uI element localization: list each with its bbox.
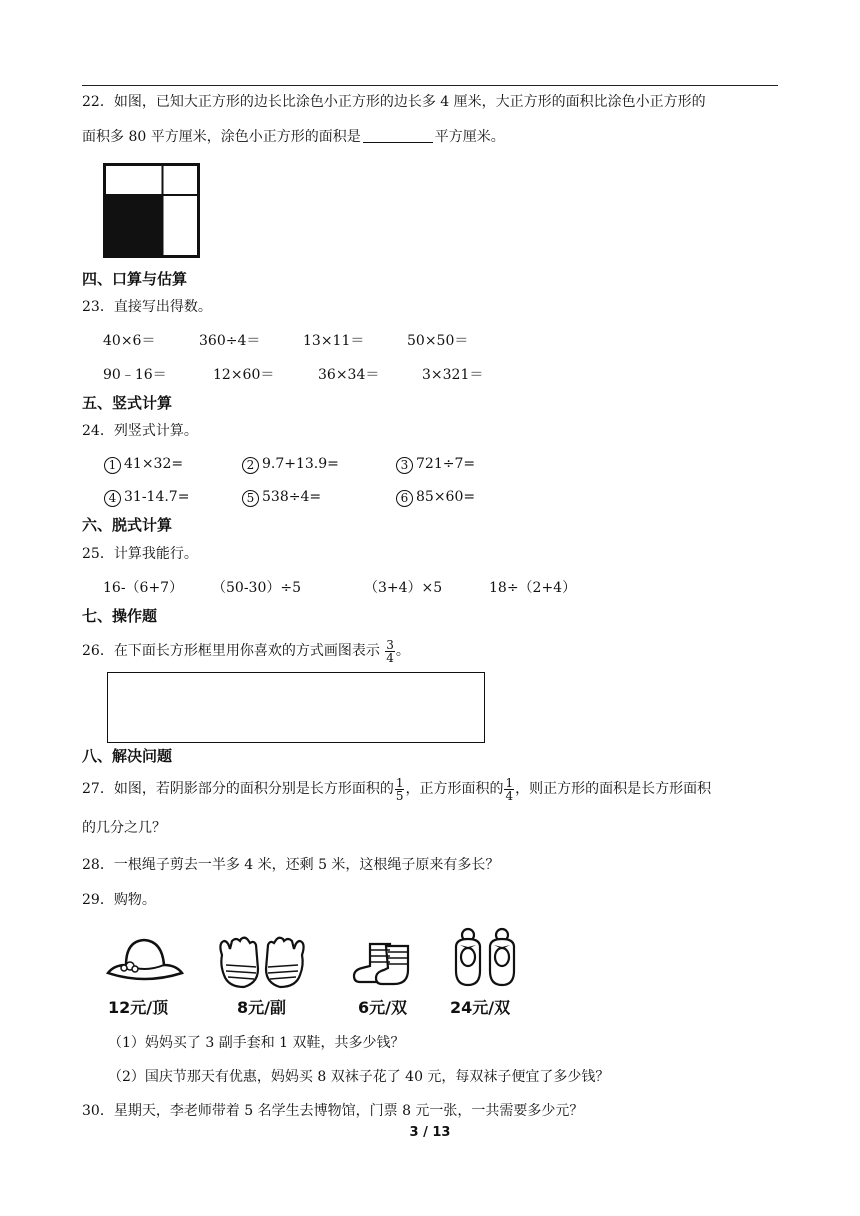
q22-line2: [82, 127, 505, 147]
answer-blank: [363, 128, 433, 143]
q24-item: [242, 487, 321, 507]
q23-item: 50×50＝: [407, 333, 469, 349]
circled-number: 6: [396, 490, 413, 507]
q23-item: 36×34＝: [318, 367, 380, 383]
circled-number: 2: [242, 457, 259, 474]
q29-sub2: （2）国庆节那天有优惠，妈妈买 8 双袜子花了 40 元，每双袜子便宜了多少钱？: [108, 1069, 610, 1085]
q24-expr: 41×32=: [124, 456, 184, 472]
q27-line2: 的几分之几？: [82, 820, 166, 836]
q26-text: 26．在下面长方形框里用你喜欢的方式画图表示 $\frac{3}{4}$ 。: [82, 637, 410, 665]
top-rule: [82, 85, 778, 86]
section-title-5: 五、竖式计算: [82, 394, 173, 412]
q26-prompt: 26．在下面长方形框里用你喜欢的方式画图表示: [82, 643, 380, 659]
q24-expr: 31-14.7=: [124, 489, 190, 505]
drawing-rectangle[interactable]: [107, 672, 485, 743]
hat-icon: [104, 935, 186, 985]
shaded-square: [105, 195, 163, 257]
q22-line2-end: 平方厘米。: [434, 129, 505, 145]
socks-icon: [352, 940, 414, 986]
circled-number: 5: [242, 490, 259, 507]
q27-line1: 27．如图，若阴影部分的面积分别是长方形面积的 $\frac{1}{5}$ ，正方形面积的 $\frac{1}{4}$ ，则正方形的面积是长方形面积: [82, 775, 712, 803]
q23-item: 40×6＝: [103, 333, 156, 349]
circled-number: 1: [104, 457, 121, 474]
q25-title: 25．计算我能行。: [82, 546, 198, 562]
circled-number: 4: [104, 490, 121, 507]
q24-item: [396, 454, 475, 474]
q24-expr: 9.7+13.9=: [262, 456, 339, 472]
q24-expr: 538÷4=: [262, 489, 322, 505]
shoes-icon: [448, 925, 522, 989]
fraction: $\frac{3}{4}$: [386, 637, 394, 665]
circled-number: 3: [396, 457, 413, 474]
q25-item: 16-（6+7）: [103, 580, 184, 596]
q25-item: 18÷（2+4）: [489, 580, 577, 596]
q23-item: 90﹣16＝: [103, 367, 167, 383]
q28-text: 28．一根绳子剪去一半多 4 米，还剩 5 米，这根绳子原来有多长？: [82, 857, 500, 873]
q24-item: [242, 454, 339, 474]
q24-item: [104, 454, 183, 474]
section-title-6: 六、脱式计算: [82, 516, 173, 534]
price-socks: 6元/双: [358, 998, 407, 1017]
q23-item: 12×60＝: [213, 367, 275, 383]
q25-item: （3+4）×5: [364, 580, 443, 596]
section-title-8: 八、解决问题: [82, 747, 173, 765]
q24-item: [396, 487, 475, 507]
q23-item: 360÷4＝: [199, 333, 261, 349]
section-title-7: 七、操作题: [82, 607, 158, 625]
page-number: 3 / 13: [409, 1125, 451, 1140]
q30-text: 30．星期天，李老师带着 5 名学生去博物馆，门票 8 元一张，一共需要多少元？: [82, 1103, 584, 1119]
q25-item: （50-30）÷5: [212, 580, 301, 596]
price-hat: 12元/顶: [108, 998, 169, 1017]
q23-item: 3×321＝: [422, 367, 484, 383]
section-title-4: 四、口算与估算: [82, 270, 188, 288]
q29-title: 29．购物。: [82, 892, 156, 908]
q22-line1: 22．如图，已知大正方形的边长比涂色小正方形的边长多 4 厘米，大正方形的面积比涂色小正方形的: [82, 94, 706, 110]
q24-item: [104, 487, 189, 507]
gloves-icon: [214, 935, 310, 991]
q24-title: 24．列竖式计算。: [82, 423, 198, 439]
fraction: $\frac{1}{5}$: [395, 775, 404, 803]
q29-sub1: （1）妈妈买了 3 副手套和 1 双鞋，共多少钱？: [108, 1035, 405, 1051]
q22-line2-text: 面积多 80 平方厘米，涂色小正方形的面积是: [82, 129, 361, 145]
q24-expr: 721÷7=: [416, 456, 476, 472]
square-figure: [103, 163, 200, 258]
q23-item: 13×11＝: [303, 333, 365, 349]
price-shoes: 24元/双: [450, 998, 511, 1017]
fraction: $\frac{1}{4}$: [505, 775, 514, 803]
q23-title: 23．直接写出得数。: [82, 299, 212, 315]
price-gloves: 8元/副: [237, 998, 286, 1017]
q24-expr: 85×60=: [416, 489, 476, 505]
